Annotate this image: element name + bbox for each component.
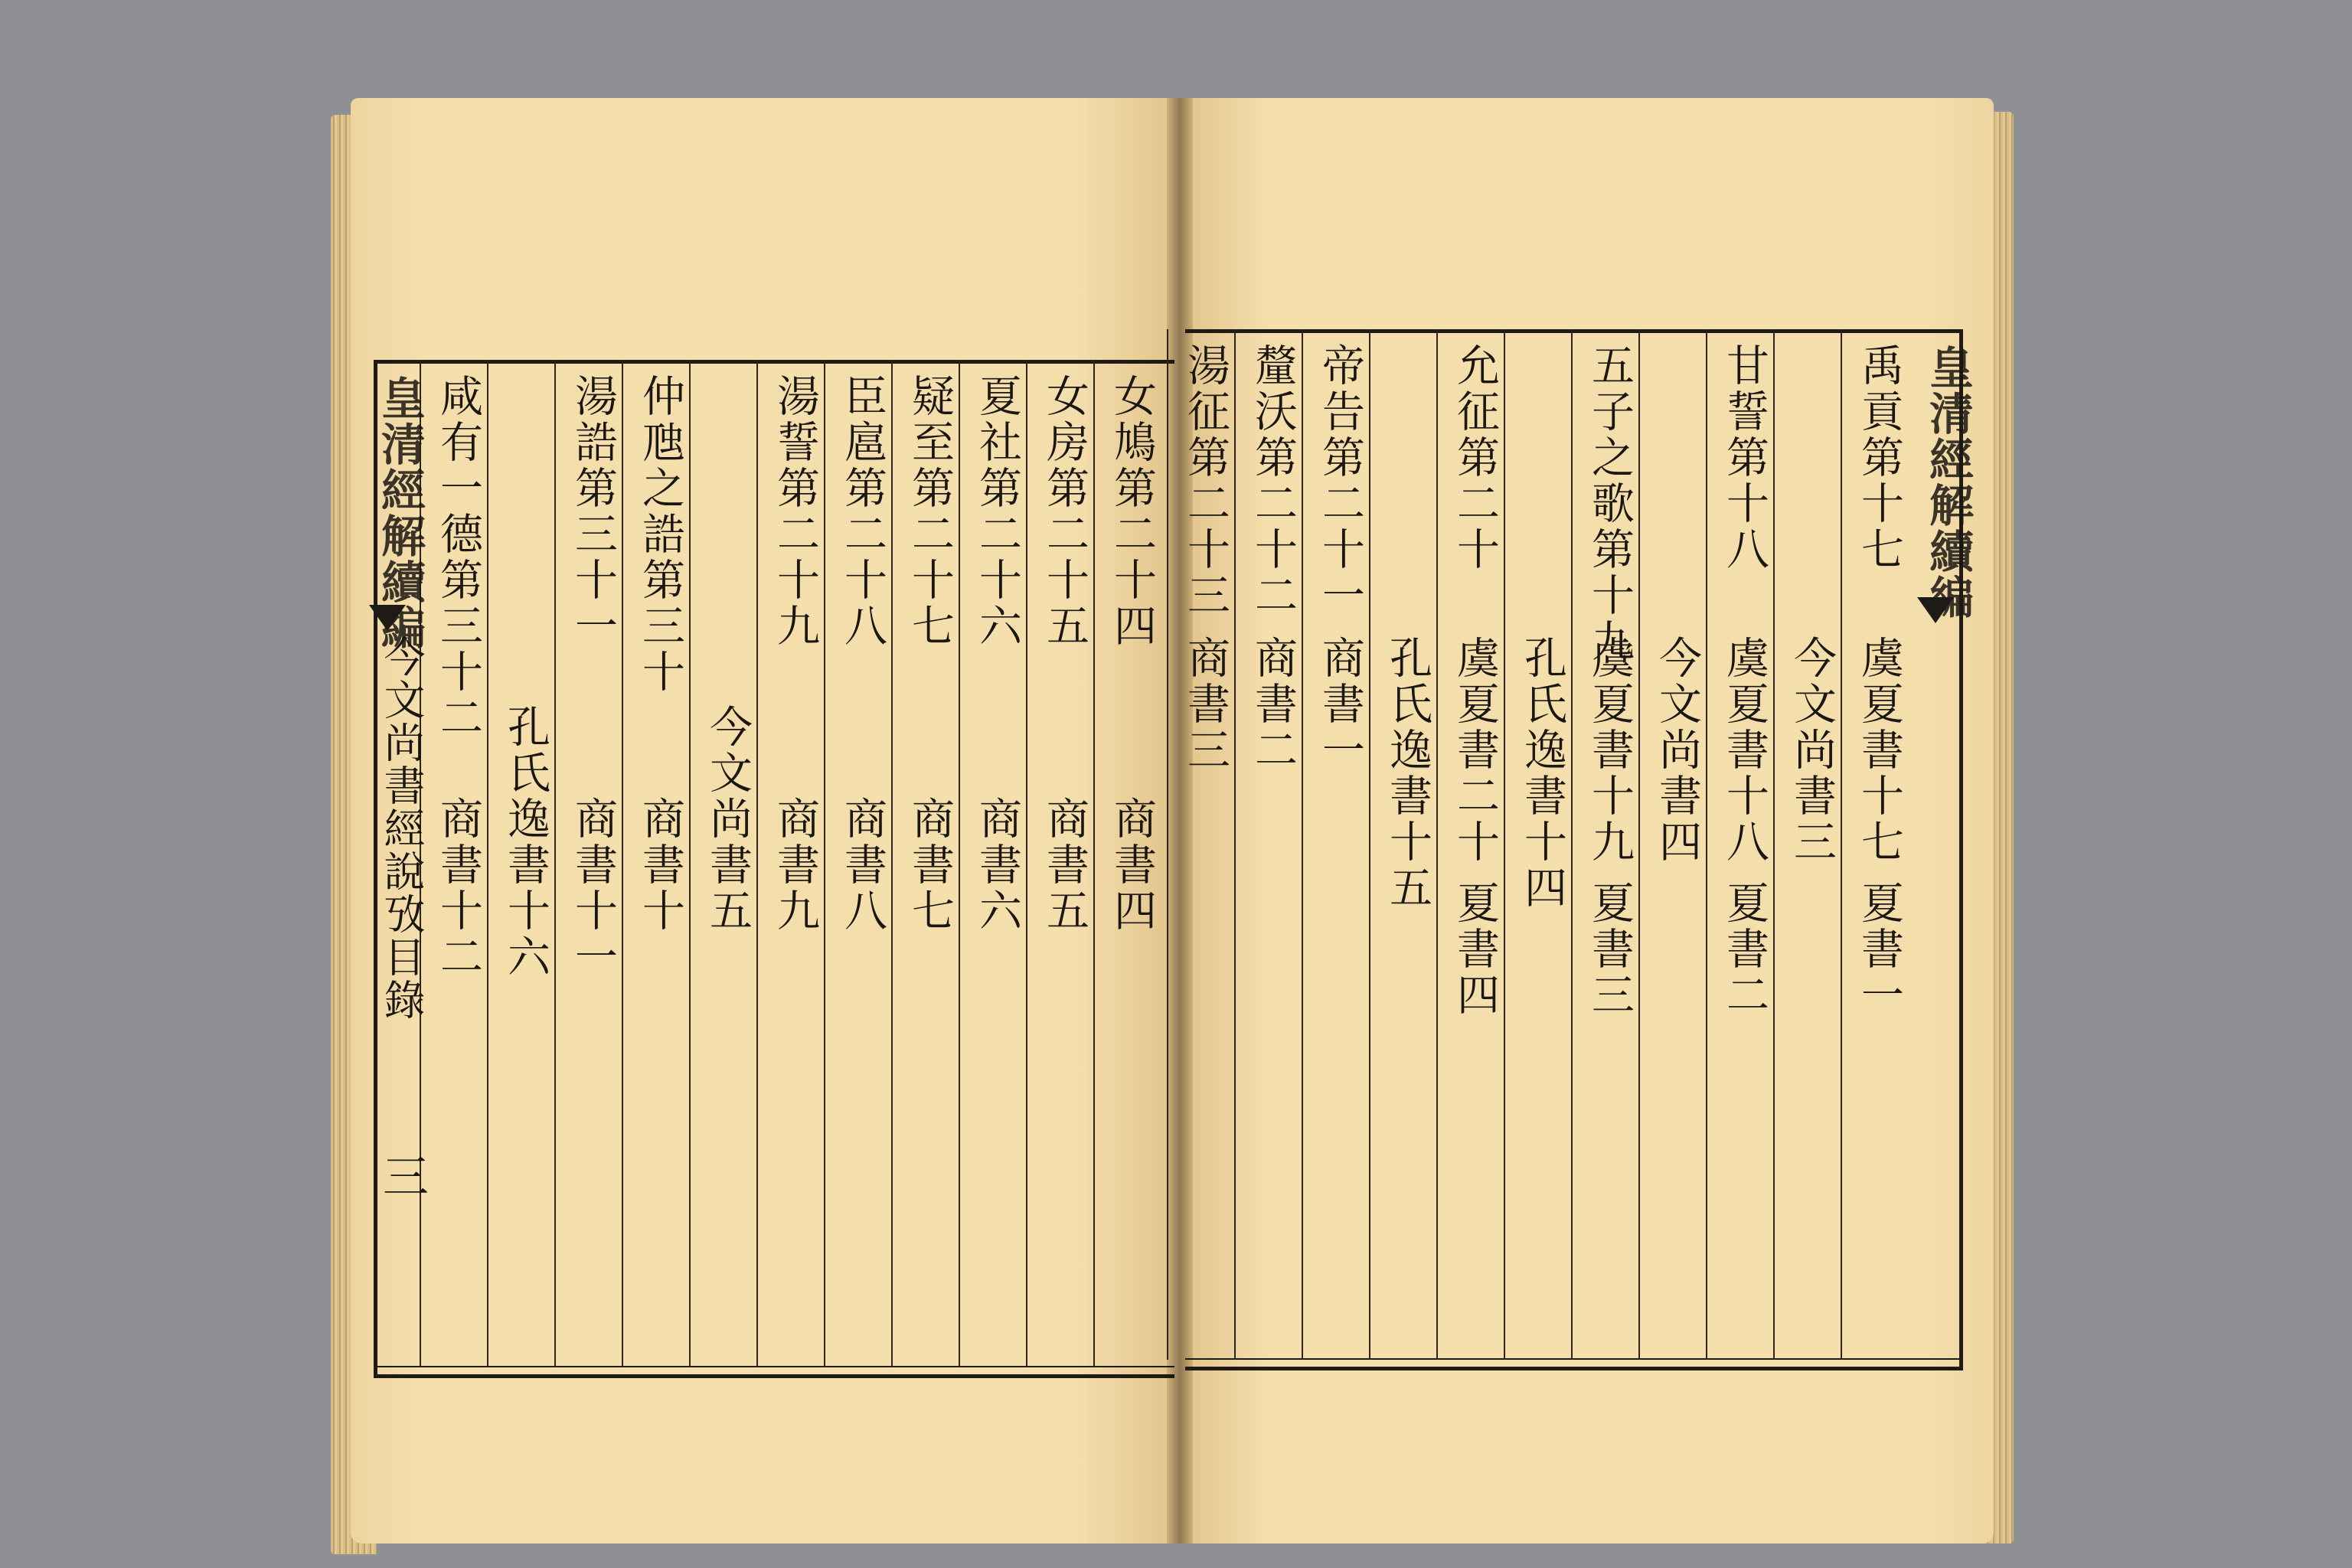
column-rule bbox=[1706, 329, 1707, 1360]
chapter-note: 商書七 bbox=[905, 796, 955, 934]
chapter-note: 孔氏逸書十四 bbox=[1517, 635, 1567, 911]
chapter-title: 疑至第二十七 bbox=[905, 374, 955, 649]
column-rule bbox=[1167, 329, 1168, 1360]
chapter-note-secondary: 夏書四 bbox=[1450, 880, 1500, 1018]
chapter-note: 商書三 bbox=[1181, 635, 1230, 773]
chapter-title: 女房第二十五 bbox=[1040, 374, 1089, 649]
chapter-title: 釐沃第二十二 bbox=[1248, 343, 1298, 619]
chapter-title: 咸有一德第三十二 bbox=[433, 374, 483, 741]
chapter-note: 虞夏書十九 bbox=[1585, 635, 1635, 865]
column-rule bbox=[1026, 360, 1027, 1367]
chapter-title: 湯誓第二十九 bbox=[770, 374, 820, 649]
chapter-note: 商書五 bbox=[1040, 796, 1089, 934]
column-rule bbox=[487, 360, 488, 1367]
chapter-note: 孔氏逸書十五 bbox=[1383, 635, 1432, 911]
column-rule bbox=[1571, 329, 1573, 1360]
left-banner-title: 皇清經解續編 bbox=[374, 375, 426, 651]
chapter-note: 今文尚書四 bbox=[1652, 635, 1702, 865]
column-rule bbox=[1436, 329, 1438, 1360]
chapter-note: 今文尚書三 bbox=[1787, 635, 1837, 865]
left-banner-subtitle: 今文尚書經說攷目錄 bbox=[377, 635, 426, 1021]
chapter-title: 臣扈第二十八 bbox=[838, 374, 887, 649]
chapter-note: 商書十一 bbox=[568, 796, 618, 980]
page-number: 三 bbox=[383, 1151, 429, 1204]
chapter-title: 仲虺之誥第三十 bbox=[635, 374, 685, 695]
column-rule bbox=[1369, 329, 1370, 1360]
chapter-note-secondary: 夏書三 bbox=[1585, 880, 1635, 1018]
right-banner-title: 皇清經解續編 bbox=[1922, 345, 1974, 620]
column-rule bbox=[554, 360, 556, 1367]
column-rule bbox=[1234, 329, 1236, 1360]
column-rule bbox=[824, 360, 825, 1367]
chapter-note: 虞夏書十七 bbox=[1854, 635, 1904, 865]
chapter-title: 甘誓第十八 bbox=[1720, 343, 1769, 573]
chapter-title: 允征第二十 bbox=[1450, 343, 1500, 573]
chapter-note: 商書一 bbox=[1315, 635, 1365, 773]
chapter-note: 商書四 bbox=[1107, 796, 1157, 934]
fishtail-mark bbox=[1917, 597, 1954, 623]
chapter-title: 湯征第二十三 bbox=[1181, 343, 1230, 619]
chapter-title: 五子之歌第十九 bbox=[1585, 343, 1635, 665]
chapter-note: 孔氏逸書十六 bbox=[501, 704, 550, 980]
column-rule bbox=[1841, 329, 1842, 1360]
left-bottom-rule bbox=[374, 1366, 1174, 1367]
column-rule bbox=[1302, 329, 1303, 1360]
column-rule bbox=[1093, 360, 1095, 1367]
chapter-note-secondary: 夏書一 bbox=[1854, 880, 1904, 1018]
chapter-note: 商書十 bbox=[635, 796, 685, 934]
chapter-title: 帝告第二十一 bbox=[1315, 343, 1365, 619]
column-rule bbox=[689, 360, 691, 1367]
chapter-title: 夏社第二十六 bbox=[972, 374, 1022, 649]
column-rule bbox=[891, 360, 893, 1367]
chapter-note: 商書二 bbox=[1248, 635, 1298, 773]
fishtail-mark bbox=[369, 605, 406, 631]
chapter-title: 女鳩第二十四 bbox=[1107, 374, 1157, 649]
chapter-title: 湯誥第三十一 bbox=[568, 374, 618, 649]
chapter-note: 虞夏書二十 bbox=[1450, 635, 1500, 865]
column-rule bbox=[959, 360, 960, 1367]
column-rule bbox=[622, 360, 623, 1367]
column-rule bbox=[1638, 329, 1640, 1360]
chapter-note: 今文尚書五 bbox=[703, 704, 753, 934]
chapter-note: 商書九 bbox=[770, 796, 820, 934]
chapter-note: 虞夏書十八 bbox=[1720, 635, 1769, 865]
chapter-note: 商書十二 bbox=[433, 796, 483, 980]
chapter-note: 商書八 bbox=[838, 796, 887, 934]
chapter-note: 商書六 bbox=[972, 796, 1022, 934]
column-rule bbox=[756, 360, 758, 1367]
chapter-note-secondary: 夏書二 bbox=[1720, 880, 1769, 1018]
chapter-title: 禹貢第十七 bbox=[1854, 343, 1904, 573]
column-rule bbox=[1504, 329, 1505, 1360]
column-rule bbox=[1773, 329, 1775, 1360]
